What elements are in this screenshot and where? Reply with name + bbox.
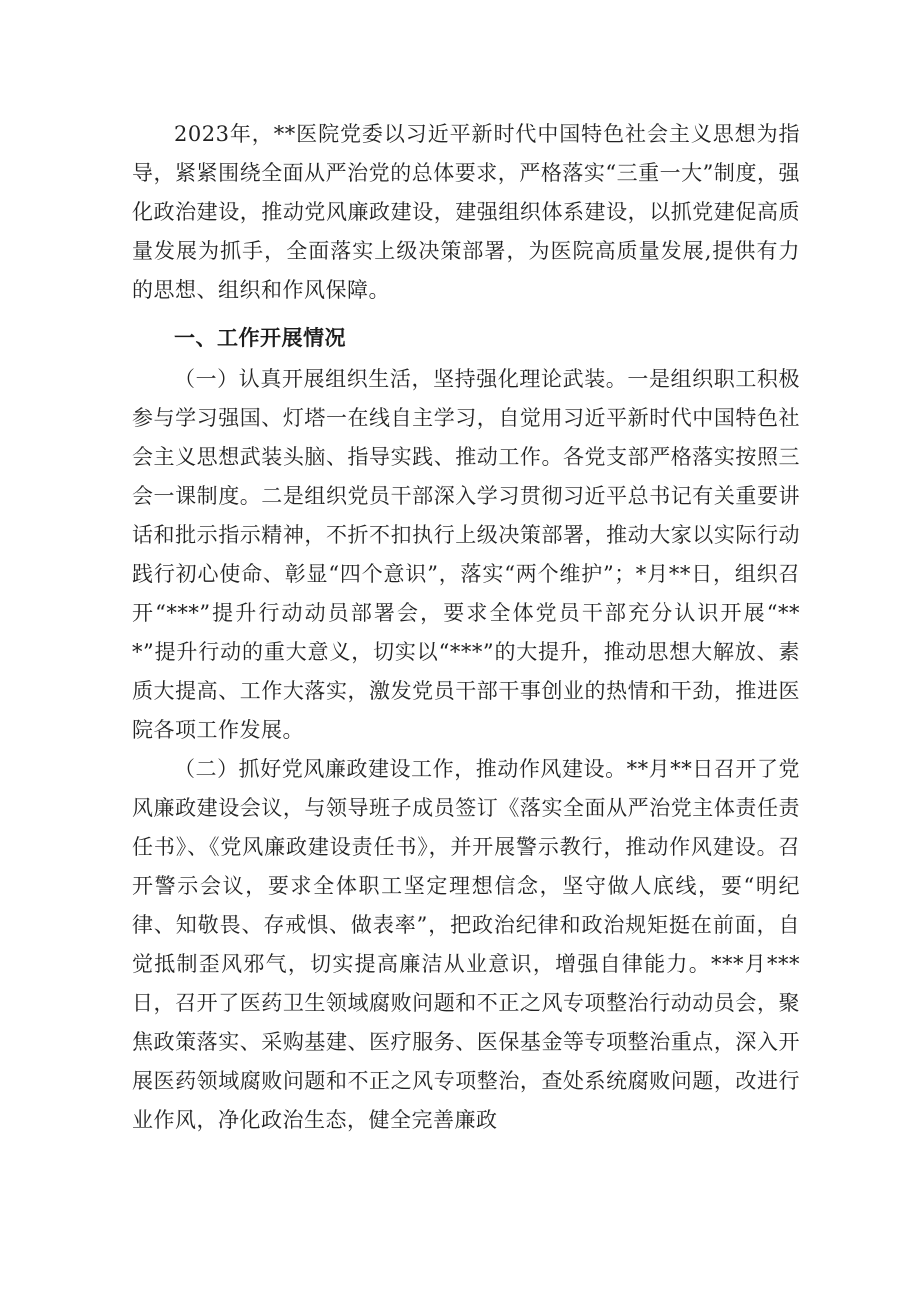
intro-paragraph: 2023年，**医院党委以习近平新时代中国特色社会主义思想为指导，紧紧围绕全面从严治党的总体要求，严格落实“三重一大”制度，强化政治建设，推动党风廉政建设，建强组织体系建设，以抓党建促高质量发展为抓手，全面落实上级决策部署，为医院高质量发展,提供有力的思想、组织和作风保障。 [132, 122, 800, 302]
document-body [132, 115, 800, 1140]
paragraph-organization-life: （一）认真开展组织生活，坚持强化理论武装。一是组织职工积极参与学习强国、灯塔一在线自主学习，自觉用习近平新时代中国特色社会主义思想武装头脑、指导实践、推动工作。各党支部严格落实按照三会一课制度。二是组织党员干部深入学习贯彻习近平总书记有关重要讲话和批示指示精神，不折不扣执行上级决策部署，推动大家以实际行动践行初心使命、彰显“四个意识”，落实“两个维护”；*月**日，组织召开“***”提升行动动员部署会，要求全体党员干部充分认识开展“***”提升行动的重大意义，切实以“***”的大提升，推动思想大解放、素质大提高、工作大落实，激发党员干部干事创业的热情和干劲，推进医院各项工作发展。 [132, 367, 800, 742]
paragraph-clean-government: （二）抓好党风廉政建设工作，推动作风建设。**月**日召开了党风廉政建设会议，与领导班子成员签订《落实全面从严治党主体责任责任书》、《党风廉政建设责任书》，并开展警示教行，推动作风建设。召开警示会议，要求全体职工坚定理想信念，坚守做人底线，要“明纪律、知敬畏、存戒惧、做表率”，把政治纪律和政治规矩挺在前面，自觉抵制歪风邪气，切实提高廉洁从业意识，增强自律能力。***月***日，召开了医药卫生领域腐败问题和不正之风专项整治行动动员会，聚焦政策落实、采购基建、医疗服务、医保基金等专项整治重点，深入开展医药领域腐败问题和不正之风专项整治，查处系统腐败问题，改进行业作风，净化政治生态，健全完善廉政 [132, 757, 800, 1132]
section-heading-work-status: 一、工作开展情况 [174, 326, 346, 350]
